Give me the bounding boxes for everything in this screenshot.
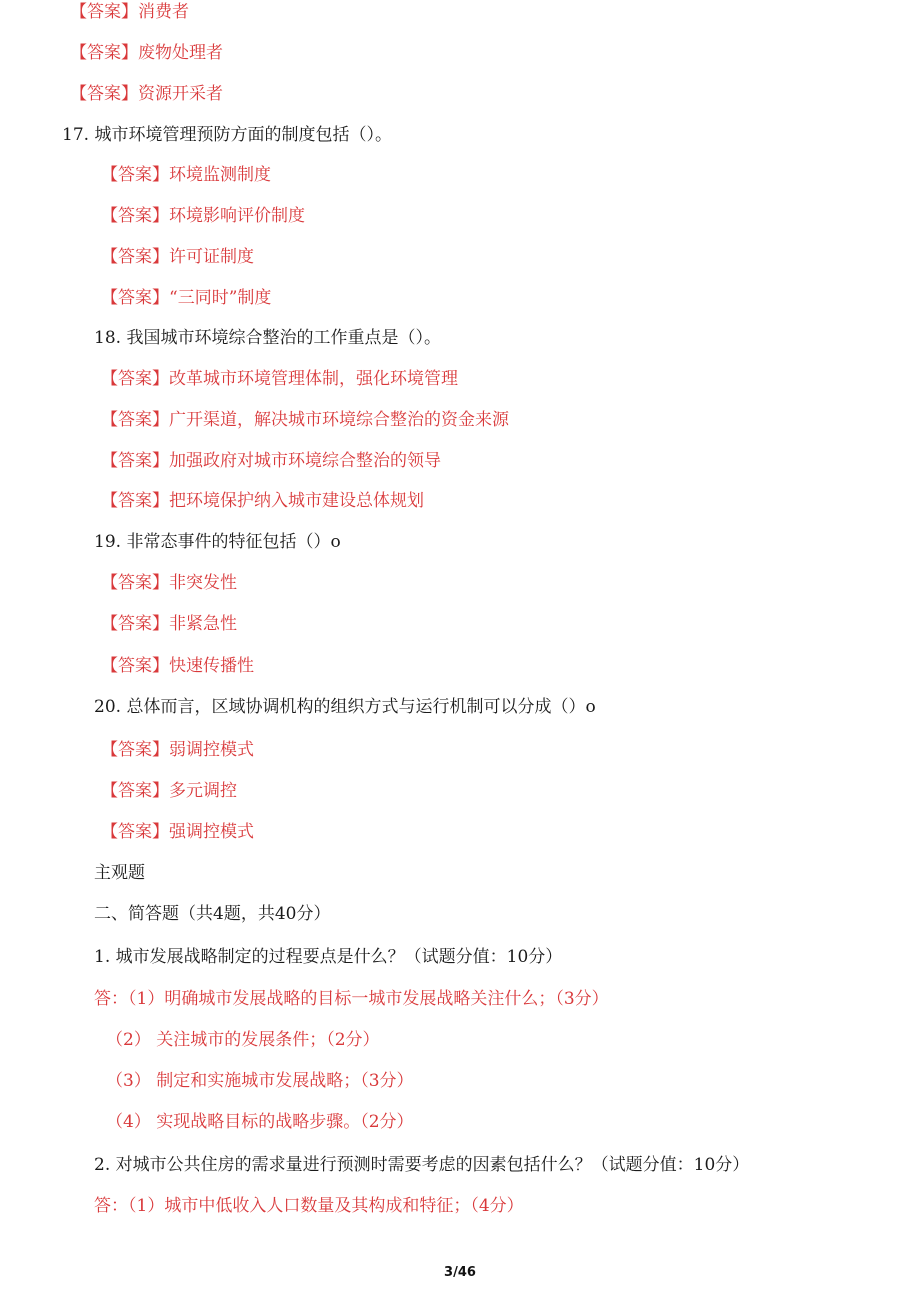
question-18: 18. 我国城市环境综合整治的工作重点是（）。 xyxy=(94,328,441,348)
answer-line: 【答案】许可证制度 xyxy=(101,247,254,267)
answer-line: 【答案】非紧急性 xyxy=(101,614,237,634)
answer-line: 【答案】“三同时”制度 xyxy=(101,288,272,308)
answer-line: 答：（1）城市中低收入人口数量及其构成和特征；（4分） xyxy=(94,1196,524,1216)
answer-line: 【答案】加强政府对城市环境综合整治的领导 xyxy=(101,451,441,471)
short-question-1: 1. 城市发展战略制定的过程要点是什么？（试题分值：10分） xyxy=(94,947,563,967)
answer-line: 【答案】环境监测制度 xyxy=(101,165,271,185)
answer-line: 【答案】强调控模式 xyxy=(101,822,254,842)
short-question-2: 2. 对城市公共住房的需求量进行预测时需要考虑的因素包括什么？（试题分值：10分） xyxy=(94,1155,750,1175)
section-heading: 二、简答题（共4题，共40分） xyxy=(94,904,331,924)
answer-line: 【答案】改革城市环境管理体制，强化环境管理 xyxy=(101,369,458,389)
answer-line: （4） 实现战略目标的战略步骤。（2分） xyxy=(106,1112,414,1132)
answer-line: 【答案】把环境保护纳入城市建设总体规划 xyxy=(101,491,424,511)
answer-line: 【答案】废物处理者 xyxy=(70,43,223,63)
answer-line: 【答案】广开渠道，解决城市环境综合整治的资金来源 xyxy=(101,410,509,430)
answer-line: 【答案】多元调控 xyxy=(101,781,237,801)
answer-line: 【答案】消费者 xyxy=(70,2,189,22)
answer-line: 【答案】资源开采者 xyxy=(70,84,223,104)
answer-line: （3） 制定和实施城市发展战略；（3分） xyxy=(106,1071,414,1091)
answer-line: 【答案】弱调控模式 xyxy=(101,740,254,760)
page-number: 3/46 xyxy=(444,1265,476,1280)
answer-line: 【答案】非突发性 xyxy=(101,573,237,593)
question-20: 20. 总体而言，区域协调机构的组织方式与运行机制可以分成（）o xyxy=(94,697,596,717)
answer-line: 【答案】快速传播性 xyxy=(101,656,254,676)
answer-line: 答：（1）明确城市发展战略的目标一城市发展战略关注什么；（3分） xyxy=(94,989,609,1009)
section-heading: 主观题 xyxy=(94,863,145,883)
answer-line: 【答案】环境影响评价制度 xyxy=(101,206,305,226)
question-17: 17. 城市环境管理预防方面的制度包括（）。 xyxy=(62,125,392,145)
question-19: 19. 非常态事件的特征包括（）o xyxy=(94,532,341,552)
answer-line: （2） 关注城市的发展条件；（2分） xyxy=(106,1030,380,1050)
